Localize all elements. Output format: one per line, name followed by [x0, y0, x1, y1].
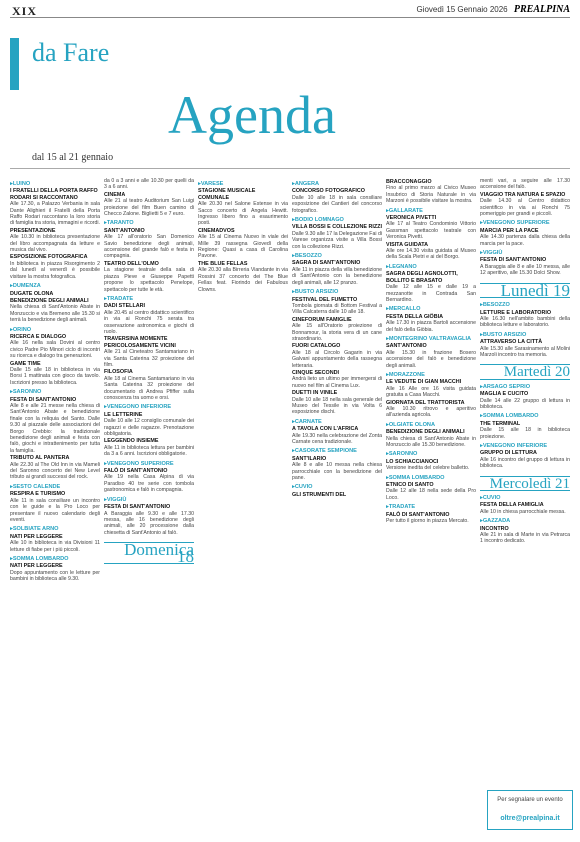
event-title: GRUPPO DI LETTURA: [480, 450, 537, 457]
event-title: DADI STELLARI: [104, 303, 146, 310]
event-body: Dalle 10 alle 18 in sala consiliare esposizione dei Cantieri del concorso fotografico.: [292, 194, 382, 214]
event-title: DUETTI IN VINILE: [292, 390, 338, 397]
event-entry: [292, 317, 382, 343]
event-entry: [10, 181, 100, 227]
event-title: CINEMA: [104, 191, 126, 198]
submit-event-box: [487, 790, 573, 830]
event-body: Alle 17 al Teatro Condominio Vittorio Gassman spettacolo teatrale con Veronica Pivetti.: [386, 221, 476, 241]
event-location: ▸ SARONNO: [10, 389, 100, 395]
event-location: ▸ VENEGONO INFERIORE: [104, 404, 194, 410]
event-title: BRACCONAGGIO: [386, 179, 432, 185]
event-body: Alle 15 al Cinema Nuovo in viale dei Mille 39 rassegna Giovedì della Regione: Quasi a casa di Carolina Pavone.: [198, 234, 288, 260]
column-4: [292, 178, 382, 828]
event-location: ▸ CUVIO: [292, 484, 382, 490]
event-body: La stagione teatrale della sala di piazza Pieve e Giuseppe Papetti propone lo spettacolo Penelope, spettacolo per tutte le età.: [104, 267, 194, 293]
event-title: FALÒ DI SANT'ANTONIO: [386, 511, 450, 518]
event-title: LO SCHIACCIANOCI: [386, 458, 439, 465]
event-body: Alle 11 in piazza della villa benedizione di Sant'Antonio con la benedizione degli animali, alle 12 pranzo.: [292, 266, 382, 286]
event-body: Dalle 9.30 alle 17 la Delegazione Fai di Varese organizza visite a Villa Bossi con la collezione Rizzi.: [292, 230, 382, 250]
event-body: Dalle 15 alle 18 in biblioteca in via Borsi 1 mattinata con gioco da tavolo. Iscrizioni presso la biblioteca.: [10, 366, 100, 386]
event-title: NATI PER LEGGERE: [10, 533, 63, 540]
event-location: ▸ DUMENZA: [10, 283, 100, 289]
header-divider: [10, 168, 570, 169]
event-title: VISITA GUIDATA: [386, 241, 429, 248]
event-entry: [10, 327, 100, 360]
event-entry: [480, 384, 570, 411]
event-body: Nella chiesa di Sant'Antonio Abate in Monzuccio e via Bremeno alle 15.30 si terrà la benedizione degli animali.: [10, 304, 100, 324]
event-location: ▸ SESTO CALENDE: [10, 484, 100, 490]
event-title: SAGRA DEGLI AGNOLOTTI, BOLLITO E BRASATO: [386, 271, 458, 284]
event-title: LEGGENDO INSIEME: [104, 438, 159, 445]
event-location: ▸ LUINO: [10, 181, 100, 187]
event-location: ▸ VENEGONO SUPERIORE: [104, 461, 194, 467]
event-title: STAGIONE MUSICALE COMUNALE: [198, 188, 256, 201]
event-location: ▸ VARESE: [198, 181, 288, 187]
event-title: FESTA DI SANT'ANTONIO: [10, 396, 77, 403]
event-title: DUGATE OLONA: [10, 290, 54, 297]
event-title: SAGRA DI SANT'ANTONIO: [292, 260, 361, 267]
newspaper-name: PREALPINA: [513, 4, 570, 15]
event-entry: [10, 556, 100, 583]
event-entry: [104, 497, 194, 536]
event-location: ▸ VENEGONO INFERIORE: [480, 443, 570, 449]
event-location: ▸ MORAZZONE: [386, 372, 476, 378]
event-title: TRAVERSINA MOMENTE PERICOLOSAMENTE VICINI: [104, 336, 176, 349]
event-entry: [292, 484, 382, 498]
event-location: ▸ VIGGIÙ: [480, 250, 570, 256]
event-entry: [386, 306, 476, 333]
event-title: TRIBUTO AL PANTERA: [10, 455, 70, 462]
event-title: LETTURE E LABORATORIO: [480, 309, 552, 316]
event-body: Alle 15 all'Oratorio proiezione di Bonnamour, la storia vera di un cane straordinario.: [292, 323, 382, 342]
event-body: Alle 16 Alle ore 16 visita guidata gratuita a Casa Macchi.: [386, 385, 476, 399]
event-entry: [198, 261, 288, 293]
event-entry: [292, 419, 382, 446]
date-range: dal 15 al 21 gennaio: [32, 152, 114, 163]
top-bar: [10, 4, 570, 18]
event-body: Alle 22.30 al The Old Inn in via Mameli del Saronno concerto dei New Level tributo ai grandi successi del rock.: [10, 461, 100, 481]
column-2: [104, 178, 194, 828]
event-body: Alle 16 nella sala Dovini al centro civico Padre Pio Minori ciclo di incontri su ricerca e dialogo tra generazioni.: [10, 340, 100, 360]
event-location: ▸ MERCALLO: [386, 306, 476, 312]
event-entry: [10, 389, 100, 454]
event-body: Dalle 12 alle 15 e dalle 19 a mezzanotte in Contrada San Bernardino.: [386, 284, 476, 303]
event-entry: [292, 289, 382, 316]
event-location: ▸ ANGERA: [292, 181, 382, 187]
event-entry: [386, 264, 476, 303]
event-location: ▸ CUVIO: [480, 495, 570, 501]
event-title: GLI STRUMENTI DEL: [292, 491, 347, 498]
event-body: Alle 21 al Cineteatro Santamariano in via Santa Caterina 32 proiezione del film.: [104, 349, 194, 368]
column-5: [386, 178, 476, 828]
event-title: SANT'ANTONIO: [104, 227, 145, 234]
event-entry: [386, 242, 476, 261]
event-location: ▸ BODIO LOMNAGO: [292, 217, 382, 223]
event-location: ▸ LEGNANO: [386, 264, 476, 270]
event-body: A Baraggia alle 8 e alle 10 messa, alle 12 aperitivo, alle 15.30 Dolci Show.: [480, 263, 570, 277]
event-entry: [480, 250, 570, 277]
event-title: I FRATELLI DELLA PORTA RAFFO RODARI SI RACCONTANO: [10, 188, 98, 201]
event-body: Alle 15.30 in frazione Bosero accensione del falò e benedizione degli animali.: [386, 349, 476, 369]
event-entry: [104, 220, 194, 259]
section-accent-bar: [10, 38, 19, 90]
event-location: ▸ BESOZZO: [480, 302, 570, 308]
event-entry: [292, 343, 382, 369]
event-title: THE BLUE FELLAS: [198, 260, 248, 267]
event-body: Alle ore 14.30 visita guidata al Museo della Scala Pietri e ai del Borgo.: [386, 248, 476, 261]
event-entry: [386, 372, 476, 399]
event-title: RESPIRA E TURISMO: [10, 491, 66, 498]
event-entry: [198, 228, 288, 260]
event-entry: [480, 220, 570, 247]
event-title: VILLA BOSSI E COLLEZIONE RIZZI: [292, 224, 382, 231]
event-entry: [10, 228, 100, 254]
event-entry: [480, 302, 570, 329]
event-title: CINEFORUM FAMIGLIE: [292, 316, 352, 323]
event-title: FESTIVAL DEL FUMETTO: [292, 296, 358, 303]
event-entry: [10, 455, 100, 481]
event-title: VIAGGIO TRA NATURA E SPAZIO: [480, 191, 566, 198]
event-body: Alle 17 all'oratorio San Domenico Savio benedizione degli animali, accensione del grande falò e festa in compagnia.: [104, 234, 194, 260]
event-body: In biblioteca in piazza Risorgimento 2 dal lunedì al venerdì è possibile visitare la mostra fotografica.: [10, 260, 100, 280]
event-body: Dalle 14 alle 22 gruppo di lettura in biblioteca.: [480, 397, 570, 410]
event-entry: [292, 448, 382, 481]
event-title: ETNICO DI SANTO: [386, 482, 434, 489]
event-entry: [292, 390, 382, 416]
event-entry: [480, 413, 570, 440]
event-entry: [10, 484, 100, 523]
event-body: Tombola giornata di Bottom Festival a Villa Calcaterra dalle 10 alle 18.: [292, 302, 382, 316]
event-title: NATI PER LEGGERE: [10, 563, 63, 570]
event-entry: [480, 443, 570, 470]
event-entry: [104, 404, 194, 437]
event-body: Alle 18 al Cinema Santamariano in via Santa Caterina 32 proiezione del documentario di Andrea Pfiffer sulla conoscenza tra uomo e orsi.: [104, 375, 194, 401]
event-entry: [386, 179, 476, 205]
event-title: MAGLIA E CUCITO: [480, 391, 529, 398]
event-title: FUORI CATALOGO: [292, 343, 341, 350]
event-body: Alle 11 in sala consiliare un incontro con le guide e la Pro Loco per presentare il nuovo calendario degli eventi.: [10, 497, 100, 523]
event-body: Alle 21 al teatro Auditorium San Luigi proiezione del film Buen camino di Checco Zalone. Biglietti 5 e 7 euro.: [104, 198, 194, 218]
event-entry: [104, 261, 194, 293]
masthead: [416, 4, 570, 15]
column-6: [480, 178, 570, 828]
event-title: BENEDIZIONE DEGLI ANIMALI: [386, 429, 465, 436]
event-entry: [386, 336, 476, 369]
event-title: INCONTRO: [480, 525, 509, 532]
event-title: CONCORSO FOTOGRAFICO: [292, 188, 365, 195]
event-body: Alle 20.30 nel Salone Estense in via Sacco concerto di Angela Hewitt. Ingresso libero fino a esaurimento posti.: [198, 201, 288, 227]
event-body: Alle 10.30 in biblioteca presentazione del libro accompagnata da letture e musica dal vivo.: [10, 234, 100, 254]
section-label: da Fare: [32, 38, 110, 67]
event-body: Alle 10 in chiesa parrocchiale messa.: [480, 508, 566, 515]
event-title: SANT'ILARIO: [292, 455, 327, 462]
event-entry: [292, 253, 382, 286]
event-title: LE LETTERINE: [104, 411, 143, 418]
event-location: ▸ MONTEGRINO VALTRAVAGLIA: [386, 336, 476, 342]
event-body: da 0 a 3 anni e alle 10.30 per quelli da 3 a 6 anni.: [104, 178, 194, 191]
event-body: Dalle 10 alle 18 nella sala generale del Museo del Tessile in via Volta 6 esposizione dischi.: [292, 396, 382, 416]
event-title: LE VEDUTE DI GIAN MACCHI: [386, 379, 462, 386]
event-entry: [480, 495, 570, 515]
event-location: ▸ OLGIATE OLONA: [386, 422, 476, 428]
event-location: ▸ CARNATE: [292, 419, 382, 425]
event-entry: [386, 422, 476, 449]
day-heading-mercoledi: Mercoledì 21: [480, 476, 570, 491]
event-title: TEATRO DELL'OLMO: [104, 260, 159, 267]
event-location: ▸ VIGGIÙ: [104, 497, 194, 503]
event-entry: [10, 361, 100, 387]
event-title: GAME TIME: [10, 360, 41, 367]
page-title: Agenda: [168, 85, 336, 145]
event-body: menti vari, a seguire alle 17.30 accensione del falò.: [480, 178, 570, 191]
day-heading-domenica: Domenica 18: [104, 542, 194, 564]
event-body: Alle 16.30 nell'ambito bambini della biblioteca letture e laboratorio.: [480, 315, 570, 329]
event-location: ▸ CASORATE SEMPIONE: [292, 448, 382, 454]
event-body: Alle 8 e alle 21 messe nella chiesa di Sant'Antonio Abate e benedizione finale con la reliquia del Santo. Dalle 9.30 al piazzale delle associazioni del Borgo Crebbio: la tradizionale benedizione degli animali e festa con falò, giochi e intrattenimento per tutta la famiglia.: [10, 403, 100, 454]
event-body: Dalle 12 alle 18 nella sede della Pro Loco.: [386, 488, 476, 501]
event-entry: [10, 298, 100, 324]
event-title: RICERCA E DIALOGO: [10, 333, 67, 340]
event-entry: [292, 181, 382, 214]
day-heading-lunedi: Lunedì 19: [480, 283, 570, 298]
event-location: ▸ ARSAGO SEPRIO: [480, 384, 570, 390]
event-entry: [104, 192, 194, 218]
event-entry: [104, 369, 194, 401]
event-entry: [480, 332, 570, 359]
column-3: [198, 178, 288, 828]
event-body: Nella chiesa di Sant'Antonio Abate in Monzuccio alle 15.30 benedizione.: [386, 435, 476, 449]
event-entry: [480, 192, 570, 218]
event-body: Alle 20.30 alla Birreria Viandante in via Rossini 37 concerto dei The Blue Fellas feat. Fiorindo dei Fabulous Clowns.: [198, 267, 288, 293]
event-title: FESTA DI SANT'ANTONIO: [104, 504, 171, 511]
event-entry: [10, 254, 100, 280]
event-body: Alle 17.30, a Palazzo Verbania in sala Dante Alighieri il Fratelli della Porta Raffo Rodari raccontano la loro storia di famiglia tra storia, immagini e ricordi.: [10, 201, 100, 227]
event-title: BENEDIZIONE DEGLI ANIMALI: [10, 297, 89, 304]
issue-date: Giovedì 15 Gennaio 2026: [416, 5, 508, 14]
event-body: Fino al primo marzo al Civico Museo Insubrico di Storia Naturale in via Marzoni è possibile visitare la mostra.: [386, 185, 476, 205]
event-entry: [198, 181, 288, 227]
event-body: Alle 19.30 nella celebrazione del Zonta Carnate cena tradizionale.: [292, 432, 382, 446]
event-title: A TAVOLA CON L'AFRICA: [292, 426, 359, 433]
event-entry: [386, 475, 476, 502]
event-title: CINQUE SECONDI: [292, 369, 340, 376]
event-location: ▸ TRADATE: [386, 504, 476, 510]
event-title: MARCIA PER LA PACE: [480, 227, 539, 234]
event-entry: [386, 504, 476, 524]
event-title: FILOSOFIA: [104, 369, 133, 376]
event-body: Dalle 14.30 al Centro didattico scientifico in via ai Ronchi 75 pomeriggio per grandi e piccoli.: [480, 198, 570, 218]
event-entry: [104, 296, 194, 335]
event-body: Alle 10.30 ritrovo e aperitivo all'azienda agricola.: [386, 406, 476, 419]
event-body: Alle 17.30 in piazza Bartoli accensione del falò della Giöbia.: [386, 320, 476, 333]
event-body: Alle 14.30 partenza dalla chiesa della marcia per la pace.: [480, 234, 570, 247]
event-body: Alle 19 nella Casa Alpina di via Paradiso 40 tre serie con tombola gastronomica e falò in compagnia.: [104, 474, 194, 494]
event-title: FESTA DELLA GIÖBIA: [386, 313, 443, 320]
event-body: Alle 20.45 al centro didattico scientifico in via ai Ronchi 75 serata tra osservazione astronomica e giochi di ruolo.: [104, 309, 194, 335]
event-location: ▸ GALLARATE: [386, 208, 476, 214]
event-body: Alle 11 in biblioteca lettura per bambini da 3 a 6 anni. Iscrizioni obbligatorie.: [104, 444, 194, 458]
event-entry: [386, 400, 476, 419]
event-location: ▸ TRADATE: [104, 296, 194, 302]
event-location: ▸ BESOZZO: [292, 253, 382, 259]
submit-event-email[interactable]: oltre@prealpina.it: [500, 815, 560, 822]
page-number: XIX: [12, 4, 38, 18]
event-location: ▸ GAZZADA: [480, 518, 570, 524]
event-location: ▸ BUSTO ARSIZIO: [480, 332, 570, 338]
event-entry: [10, 526, 100, 553]
event-body: Alle 8 e alle 10 messa nella chiesa parrocchiale con la benedizione del pane.: [292, 462, 382, 482]
event-body: Per tutto il giorno in piazza Mercato.: [386, 518, 469, 525]
event-body: Alle 10 in biblioteca in via Divisioni 11 letture di fiabe per i più piccoli.: [10, 540, 100, 553]
event-body: Andrà lieto un ultimo per immergersi di nuovo nel film al Cinema Lux.: [292, 376, 382, 389]
event-location: ▸ SARONNO: [386, 451, 476, 457]
event-entry: [292, 370, 382, 389]
event-entry: [480, 178, 570, 191]
event-title: VERONICA PIVETTI: [386, 215, 437, 222]
event-entry: [104, 438, 194, 457]
event-entry: [386, 451, 476, 471]
event-entry: [104, 461, 194, 494]
event-body: Alle 15.30 alle Sarasinamento al Molini Marzoli incontro tra memoria.: [480, 345, 570, 358]
event-entry: [10, 283, 100, 297]
event-body: Alle 18 al Circolo Gagarin in via Galvani appuntamento della rassegna letteraria.: [292, 349, 382, 369]
event-body: Dopo appuntamento con le letture per bambini in biblioteca alle 9.30.: [10, 569, 100, 583]
event-title: GIORNATA DEL TRATTORISTA: [386, 399, 465, 406]
event-body: Dalle 10 alle 12 consiglio comunale dei ragazzi e delle ragazze. Prenotazione obbligatoria.: [104, 418, 194, 438]
submit-event-note: Per segnalare un evento: [497, 797, 563, 803]
event-entry: [386, 208, 476, 241]
event-location: ▸ ORINO: [10, 327, 100, 333]
event-title: ATTRAVERSO LA CITTÀ: [480, 339, 543, 346]
event-title: THE TERMINAL: [480, 420, 521, 427]
event-body: Alle 16 incontro del gruppo di lettura in biblioteca.: [480, 456, 570, 470]
day-heading-martedi: Martedì 20: [480, 364, 570, 379]
event-title: PRESENTAZIONE: [10, 227, 56, 234]
event-location: ▸ BUSTO ARSIZIO: [292, 289, 382, 295]
event-title: FESTA DI SANT'ANTONIO: [480, 257, 547, 264]
event-location: ▸ SOMMA LOMBARDO: [480, 413, 570, 419]
event-entry: [292, 217, 382, 250]
event-location: ▸ SOMMA LOMBARDO: [10, 556, 100, 562]
event-location: ▸ VENEGONO SUPERIORE: [480, 220, 570, 226]
event-location: ▸ SOLBIATE ARNO: [10, 526, 100, 532]
event-location: ▸ SOMMA LOMBARDO: [386, 475, 476, 481]
event-title: FESTA DELLA FAMIGLIA: [480, 502, 544, 509]
event-title: FALÒ DI SANT'ANTONIO: [104, 468, 168, 475]
event-entry: [104, 178, 194, 191]
event-location: ▸ TARANTO: [104, 220, 194, 226]
event-title: CINEMADVOS: [198, 227, 235, 234]
event-entry: [480, 518, 570, 545]
event-entry: [104, 336, 194, 368]
event-body: Dalle 15 alle 18 in biblioteca proiezione.: [480, 427, 570, 440]
event-title: SANT'ANTONIO: [386, 343, 427, 350]
event-body: Versione inedita del celebre balletto.: [386, 465, 470, 472]
event-title: ESPOSIZIONE FOTOGRAFICA: [10, 254, 88, 261]
column-1: [10, 178, 100, 828]
event-body: Alle 21 in sala di Marte in via Petrarca 1 incontro dedicato.: [480, 532, 570, 545]
event-body: A Baraggia alle 9.30 e alle 17.30 messa, alle 16 benedizione degli animali, alle 20 processione dalla chiesetta di Sant'Antonio al falò.: [104, 510, 194, 536]
